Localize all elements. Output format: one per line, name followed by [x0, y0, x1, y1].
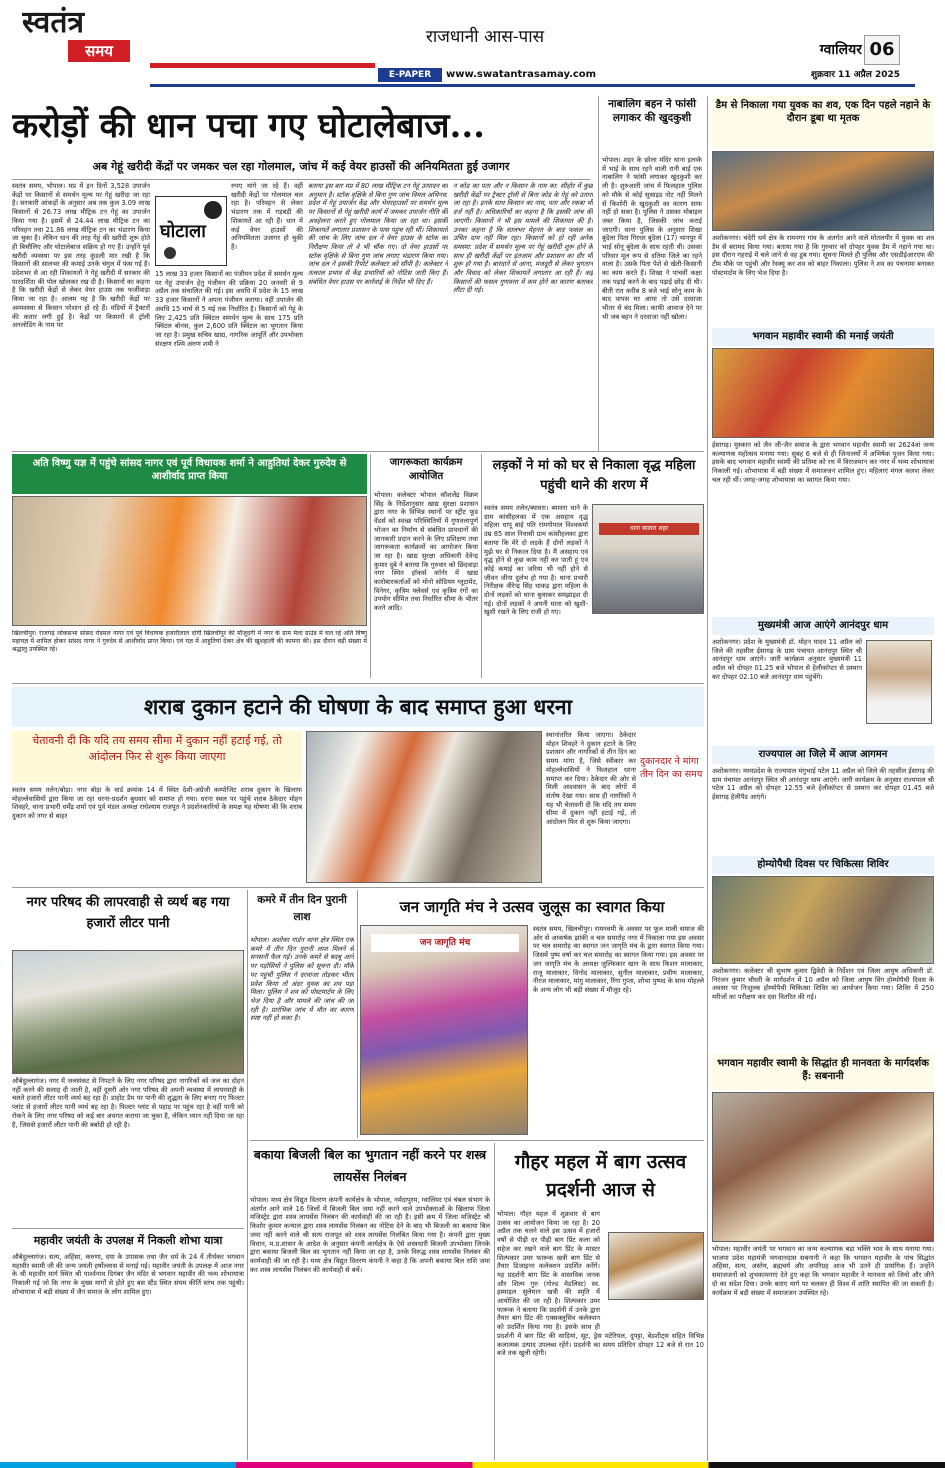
cm-portrait: [866, 640, 932, 724]
liquor-body-2: [546, 731, 704, 883]
logo-bottom: समय: [68, 40, 130, 62]
police-station-photo: [592, 504, 704, 614]
sidebar-story4-header: [712, 746, 934, 764]
mother-body: स्वतंत्र समय तलेन/ब्यावरा। ब्यावरा थाने के ग्राम कांसीहलका में एक असहाय वृद्ध महिला धापू बाई पति रामगोपाल विश्वकर्मा उम्र 85 साल निवासी ग्राम कांसीहलका द्वारा बताया कि मेरे दो लड़के हैं दोनों लड़कों ने मुझे घर से निकाल दिया है। मैं असहाय एवं वृद्ध होने से कुछ काम नहीं कर पाती हूं एवं कोई कमाई का जरिया भी नहीं होने से जीवन जीना दुर्लभ हो गया है। थाना प्रभारी निरीक्षक वीरेन्द्र सिंह धाकड़ द्वारा महिला के दोनों लड़कों को थाना बुलाकर समझाइश दी गई। दोनों लड़कों ने अपनी माता को खुशी-खुशी रखने के लिए राजी हो गए।: [484, 504, 588, 617]
janjagriti-headline: जन जागृति मंच ने उत्सव जुलूस का स्वागत किया: [399, 898, 665, 916]
color-bar: [0, 1462, 945, 1468]
scam-graphic-text: घोटाला: [160, 221, 206, 242]
main-subhead: अब गेहूं खरीदी केंद्रों पर जमकर चल रहा गोलमाल, जांच में कई वेयर हाउसों की अनियमितता हुई उजागर: [92, 160, 510, 173]
main-col-2: [155, 182, 303, 444]
homeopathy-photo: [712, 876, 934, 964]
masthead: [0, 0, 945, 92]
gauhar-photo-spacer: [604, 1230, 704, 1322]
sidebar-story5-header: [712, 856, 934, 874]
liquor-body-2-text: स्थानांतरित किया जाएगा। ठेकेदार मोहन शिवहरे ने दुकान हटाने के लिए प्रशासन और नागरिकों से तीन दिन का समय मांगा है, जिसे स्वीकार कर मोहल्लेवासियों ने फिलहाल धरना समाप्त कर दिया। ठेकेदार की ओर से मिली आश्वासन के बाद लोगों में संतोष देखा गया। साथ ही नागरिकों ने यह भी चेतावनी दी कि यदि तय समय सीमा में दुकान नहीं हटाई गई, तो आंदोलन फिर से शुरू किया जाएगा।: [546, 731, 636, 827]
jayanti-photo: [712, 348, 934, 438]
water-photo: [12, 950, 244, 1074]
mahavir-jayanti-headline: भगवान महावीर स्वामी की मनाई जयंती: [752, 331, 894, 342]
gauhar-body-text: भोपाल। गौहर महल में शुक्रवार से बाग उत्सव का आयोजन किया जा रहा है। 20 अप्रैल तक चलने वाले इस उत्सव में हजारों वर्षों से पीढ़ी दर पीढ़ी बाग प्रिंट कला को सहेज कर रखने वाले बाग प्रिंट के मास्टर शिल्पकार उमर फारूक खत्री बाग प्रिंट से तैयार डिजाइनर कलेक्शन प्रदर्शित करेंगे। यह प्रदर्शनी बाग प्रिंट के वास्तविक जनक और शिल्प गुरु (गोल्ड मेडलिस्ट) स्व. इस्माइल सुलेमान खत्री की स्मृति में आयोजित की जा रही है। शिल्पकार उमर फारूक ने बताया कि प्रदर्शनी में उनके द्वारा तैयार बाग प्रिंट की एक्सक्लूसिव कलेक्शन को प्रदर्शित किया गया है। इसके साथ ही प्रदर्शनी में बाग प्रिंट की साड़ियां, सूट, ड्रेस मटेरियल, दुपट्टा, बेडशीट्स सहित विभिन्न कलात्मक उत्पाद उपलब्ध रहेंगे। प्रदर्शनी का समय प्रतिदिन दोपहर 12 बजे से रात 10 बजे तक खुली रहेगी।: [497, 1210, 704, 1358]
main-col-2a: रुपए मांगे जा रहे हैं। वहीं खरीदी केंद्रों पर गोलमाल चल रहा है। परिवहन से लेकर भंडारण तक में गड़बड़ी की शिकायतें आ रही हैं। धान में कई वेयर हाउसों की अनियमितता उजागर हो चुकी है।: [231, 182, 303, 251]
room-body-text: भोपाल। अशोका गार्डन थाना क्षेत्र स्थित एक कमरे में तीन दिन पुरानी लाश मिलने से सनसनी फैल गई। उनके कमरे से बदबू आने पर पड़ोसियों ने पुलिस को सूचना दी। मौके पर पहुंची पुलिस ने दरवाजा तोड़कर भीतर प्रवेश किया तो अंदर युवक का शव पड़ा मिला। पुलिस ने शव को पोस्टमार्टम के लिए भेज दिया है और मामले की जांच की जा रही है। प्रारंभिक जांच में मौत का कारण स्पष्ट नहीं हो सका है।: [250, 936, 354, 1023]
homeopathy-body: अशोकनगर। कलेक्टर श्री सुभाष कुमार द्विवेदी के निर्देशन एवं जिला आयुष अधिकारी डॉ. निरंजन कुमार चौधरी के मार्गदर्शन में 10 अप्रैल को जिला आयुष विंग होम्योपैथी दिवस के अवसर पर निःशुल्क होम्योपैथी चिकित्सा शिविर का आयोजन किया गया। शिविर में 250 मरीजों का परीक्षण कर दवा वितरित की गई।: [712, 967, 934, 1002]
yagna-caption: खिलचीपुर। राजगढ़ लोकसभा सांसद रोडमल नागर एवं पूर्व विधायक हजारीलाल दांगी खिलचीपुर की मौजूदगी में नगर के ग्राम मेला ग्राउंड में चल रहे अति विष्णु महायज्ञ में शामिल होकर सांसद नागर ने गुरुदेव से आशीर्वाद प्राप्त किया। एवं यज्ञ में आहुतियां देकर क्षेत्र की खुशहाली की कामना की। इस दौरान बड़ी संख्या में श्रद्धालु उपस्थित रहे।: [12, 630, 367, 653]
logo-top: स्वतंत्र: [22, 6, 85, 40]
masthead-rule-left: [150, 63, 375, 68]
liquor-pull-quote: दुकानदार ने मांगा तीन दिन का समय: [640, 756, 703, 780]
governor-visit-headline: राज्यपाल आ जिले में आज आगमन: [758, 749, 888, 760]
room-body-headline: कमरे में तीन दिन पुरानी लाश: [257, 894, 347, 923]
gauhar-headline: गौहर महल में बाग उत्सव प्रदर्शनी आज से: [514, 1151, 687, 1201]
main-headline: करोड़ों की धान पचा गए घोटालेबाज...: [12, 106, 486, 146]
janjagriti-banner: जन जागृति मंच: [371, 934, 519, 952]
sidebar-story3-header: [712, 617, 934, 635]
main-col-4: न कोड का पता और न किसान के नाम का: सीहोर में कुछ खरीदी केंद्रों पर ट्रैक्टर ट्रॉली से बिना कोड के गेहूं को उतारा जा रहा है। इनके साथ किसान का नाम, पता और रकबा भी दर्ज नहीं है। अधिकारियों का कहना है कि इसकी जांच की जाएगी। किसानों ने भी इस मामले की शिकायत की है। उनका कहना है कि सालभर मेहनत के बाद फसल का उचित दाम नहीं मिल रहा। किसानों को हो रही अनेक समस्या: प्रदेश में समर्थन मूल्य पर गेहूं खरीदी शुरू होने के साथ ही खरीदी केंद्रों पर इंतजाम और प्रशासन का दौर भी शुरू हो गया है। बारदाने से आना, मजदूरी से लेकर भुगतान और विवाद को लेकर शिकायतें लगातार आ रही हैं। कई किसानों की फसल गुणवत्ता में कम होने का कारण बताकर लौटा दी गई।: [453, 182, 593, 295]
sabnani-photo: [712, 1092, 934, 1242]
sidebar-story1-header: [712, 96, 934, 148]
awareness-headline: जागरूकता कार्यक्रम आयोजित: [389, 457, 463, 482]
awareness-body: भोपाल। कलेक्टर भोपाल कौशलेंद्र विक्रम सिंह के निर्देशानुसार खाद्य सुरक्षा प्रशासन द्वारा नगर के विभिन्न स्थानों पर स्ट्रीट फूड वेंडर्स को स्वच्छ परिस्थितियों में गुणवत्तापूर्ण भोजन का निर्माण से संबंधित प्रावधानों की जानकारी प्रदान करने के लिए प्रशिक्षण तथा जागरूकता कार्यक्रमों का आयोजन किया जा रहा है। खाद्य सुरक्षा अधिकारी देवेन्द्र कुमार दुबे ने बताया कि गुरुवार को छिंदवाड़ा नगर स्थित हॉकर्स कॉर्नर में खाद्य कारोबारकर्ताओं को मोनो सोडियम ग्लूटामेट, विनेगर, कृत्रिम फ्लेवर्स एवं कृत्रिम रंगों का उपयोग सीमित तथा निर्धारित सीमा के भीतर करने आदि।: [374, 491, 478, 613]
mother-headline: लड़कों ने मां को घर से निकाला वृद्ध महिला पहुंची थाने की शरण में: [492, 458, 696, 493]
minor-suicide-headline: नाबालिग बहन ने फांसी लगाकर की खुदकुशी: [608, 98, 696, 124]
procession-photo: [360, 925, 528, 1135]
liquor-body-1: स्वतंत्र समय तलेन/बोड़ा। नगर बोड़ा के वार्ड क्रमांक 14 में स्थित देशी-अंग्रेजी कम्पोजिट शराब दुकान के खिलाफ मोहल्लेवासियों द्वारा किया जा रहा धरना-प्रदर्शन बुधवार को समाप्त हो गया। धरना स्थल पर पहुंचे शराब ठेकेदार मोहन शिवहरे, थाना प्रभारी धर्मेंद्र शर्मा एवं पूर्व मंडल अध्यक्ष राधेश्याम राजपूत ने प्रदर्शनकारियों के समक्ष यह घोषणा की कि शराब दुकान को नगर से बाहर: [12, 786, 302, 821]
governor-visit-body: अशोकनगर। मध्यप्रदेश के राज्यपाल मंगुभाई पटेल 11 अप्रैल को जिले की तहसील ईसागढ़ की ग्राम पंचायत आनंदपुर स्थित श्री आनंदपुर धाम आएंगे। जारी कार्यक्रम के अनुसार राज्यपाल श्री पटेल 11 अप्रैल को दोपहर 12.55 बजे हेलीकॉप्टर से प्रस्थान कर दोपहर 01.45 बजे ईसागढ़ हेलीपैड आएंगे।: [712, 767, 934, 802]
electricity-body: भोपाल। मध्य क्षेत्र विद्युत वितरण कंपनी कार्यक्षेत्र के भोपाल, नर्मदापुरम, ग्वालियर एवं चंबल संभाग के अंतर्गत आने वाले 16 जिलों में बिजली बिल जमा नहीं करने वाले उपभोक्ताओं के खिलाफ जिला मजिस्ट्रेट द्वारा शस्त्र लायसेंस निलंबन की कार्यवाही की जा रही है। इसी क्रम में जिला मजिस्ट्रेट श्री किशोर कुमार कन्याल द्वारा शस्त्र लायसेंस निलंबन का नोटिस देने के बाद भी बिजली का बकाया बिल जमा नहीं करने वाले श्री सत्य राजपूत को शस्त्र लायसेंस निलंबित किया गया है। कंपनी द्वारा मुख्य विधान, म.प्र.शासन के आदेश के अनुसार कंपनी कार्यक्षेत्र के ऐसे शस्त्रधारी बिजली उपभोक्ता जिनके द्वारा बकाया बिजली बिल का भुगतान नहीं किया जा रहा है, उनके विरुद्ध शस्त्र लायसेंस निलंबन की कार्यवाही की जा रही है। मध्य क्षेत्र विद्युत वितरण कंपनी ने कहा है कि अपनी बकाया बिल राशि जमा कर शस्त्र लायसेंस निलंबन की कार्यवाही से बचें।: [250, 1196, 490, 1274]
sidebar-story2-header: [712, 328, 934, 346]
homeopathy-headline: होम्योपैथी दिवस पर चिकित्सा शिविर: [757, 859, 889, 870]
rally-body: औबेदुल्लागंज। सत्य, अहिंसा, करुणा, दया के उपासक तथा जैन धर्म के 24 वें तीर्थंकर भगवान महावीर स्वामी जी की जन्म जयंती हर्षोल्लास से मनाई गई। महावीर जयंती के उपलक्ष में आज नगर के श्री महावीर मार्ग स्थित श्री पार्श्वनाथ दिगंबर जैन मंदिर से भगवान महावीर की भव्य शोभायात्रा निकाली गई जो कि नगर के मुख्य मार्गों से होते हुए बस स्टैंड स्थित संयम कीर्ति स्तंभ तक पहुंची। शोभायात्रा में बड़ी संख्या में जैन समाज के लोग शामिल हुए।: [12, 1253, 244, 1296]
minor-suicide-body: भोपाल। शहर के छोला मंदिर थाना इलाके में भाई के साथ रहने वाली रानी बाई एक नाबालिग ने फांसी लगाकर खुदकुशी कर ली है। शुरुआती जांच में फिलहाल पुलिस को मौके से कोई सुसाइड नोट नहीं मिलने से किशोरी के खुदकुशी का कारण साफ नहीं हो सका है। पुलिस ने उसका मोबाइल जब्त किया है, जिसकी जांच कराई जाएगी। थाना पुलिस के अनुसार शिखा बुंदेला पिता गिरधर बुंदेला (17) भानपुर में भाई सोनू बुंदेला के साथ रहती थी। उसका परिवार मूल रूप से दतिया जिले का रहने वाला है। उसके पिता पेशे से खेती-किसानी का काम करते हैं। शिखा ने पांचवीं कक्षा तक पढ़ाई करने के बाद पढ़ाई छोड़ दी थी। बीती रात करीब 8 बजे भाई सोनू काम के बाद वापस घर आया तो उसे दरवाजा भीतर से बंद मिला। काफी आवाज देने पर भी जब बहन ने दरवाजा नहीं खोला।: [602, 156, 702, 321]
sabnani-headline: भगवान महावीर स्वामी के सिद्धांत ही मानवता के मार्गदर्शक हैं: सबनानी: [717, 1058, 929, 1082]
cm-visit-body: अशोकनगर। प्रदेश के मुख्यमंत्री डॉ. मोहन यादव 11 अप्रैल को जिले की तहसील ईसागढ़ के ग्राम पंचायत आनंदपुर स्थित श्री आनंदपुर धाम आएंगे। जारी कार्यक्रम अनुसार मुख्यमंत्री 11 अप्रैल को दोपहर 01.25 बजे भोपाल से हेलीकॉप्टर से प्रस्थान कर दोपहर 02.10 बजे आनंदपुर धाम पहुंचेंगे।: [712, 638, 862, 681]
yagna-headline: अति विष्णु यज्ञ में पहुंचे सांसद नागर एवं पूर्व विधायक शर्मा ने आहुतियां देकर गुरुदेव से आशीर्वाद प्राप्त किया: [12, 454, 367, 494]
janjagriti-body: स्वतंत्र समय, खिलचीपुर। रामनवमी के अवसर पर फूल माली समाज की ओर से आकर्षक झांकी व चल समारोह नगर में निकाला गया इस अवसर पर चल समारोह का स्वागत जन जागृति मंच के द्वारा स्वागत किया गया। जिसमें पुष्प वर्षा कर चल समारोह का स्वागत किया गया। इस अवसर पर जन जागृति मंच के अध्यक्ष जुल्फिकार खान के साथ किशन मालाकार, राजू मालाकार, विनोद मालाकार, सुनील मालाकार, प्रवीण मालाकार, नीरज मालाकार, मांगु मालाकार, रिंगा गुप्ता, शोभा पुष्पद के साथ मोहल्ले के अन्य लोग भी बड़ी संख्या में मौजूद रहे।: [533, 925, 704, 994]
mahavir-jayanti-body: ईसागढ़। मुस्कान को जैन जी-जैन समाज के द्वारा भगवान महावीर स्वामी का 2624वां जन्म कल्याणक महोत्सव मनाया गया। सुबह 6 बजे से ही जिनालयों में अभिषेक पूजन किया गया। इसके बाद भगवान महावीर स्वामी की प्रतिमा को रथ में विराजमान कर नगर में भव्य शोभायात्रा निकाली गई। शोभायात्रा में बड़ी संख्या में समाजजन शामिल हुए। महिलाएं मंगल कलश लेकर चल रही थीं। जगह-जगह शोभायात्रा का स्वागत किया गया।: [712, 441, 934, 484]
masthead-rule-bottom: [150, 84, 915, 87]
issue-date: शुक्रवार 11 अप्रैल 2025: [810, 70, 900, 80]
liquor-headline: शराब दुकान हटाने की घोषणा के बाद समाप्त हुआ धरना: [12, 687, 704, 727]
rally-headline: महावीर जयंती के उपलक्ष में निकली शोभा यात्रा: [33, 1234, 223, 1247]
website-link[interactable]: www.swatantrasamay.com: [446, 69, 597, 80]
protest-photo: [306, 731, 542, 883]
main-col-3: बताया इस बार मप्र में 80 लाख मीट्रिक टन गेहूं उत्पादन का अनुमान है। स्टॉक वृक्षिके से बिना गुण जांच विमल अभिनव: प्रदेश में गेहूं उपार्जन केंद्र और भेयरहाउसों पर समर्थन मूल्य पर किसानों से गेहूं खरीदी कार्य में जमकर उपार्जन नीति की अवहेलना करते हुए गोलमाल किया जा रहा था। इसकी शिकायतें लगातार प्रशासन के पास पहुंच रही थीं। शिकायतों की जांच के लिए जांच दल ने वेयर हाउस के स्टॉक का निरीक्षण किया तो वे भी चौंक गए। दो वेयर हाउसों पर स्टॉक वृक्षिके से बिना गुण जांच लगाए भंडारण किया गया। जांच दल ने इसकी रिपोर्ट कलेक्टर को सौंपी है। कलेक्टर ने तत्काल प्रभाव से केंद्र प्रभारियों को नोटिस जारी किए हैं। संबंधित वेयर हाउस पर कार्रवाई के निर्देश भी दिए हैं।: [308, 182, 448, 286]
page-number: 06: [864, 35, 900, 65]
sabnani-body: भोपाल। महावीर जयंती पर भगवान का जन्म कल्याणक बड़ा भक्ति भाव के साथ मनाया गया। भाजपा प्रदेश महामंत्री भगवानदास सबनानी ने कहा कि भगवान महावीर के पांच सिद्धांत अहिंसा, सत्य, अस्तेय, ब्रह्मचर्य और अपरिग्रह आज भी उतने ही प्रासंगिक हैं। उन्होंने समाजजनों को शुभकामनाएं देते हुए कहा कि भगवान महावीर ने मानवता को जियो और जीने दो का संदेश दिया। उनके बताए मार्ग पर चलकर ही विश्व में शांति स्थापित की जा सकती है। कार्यक्रम में बड़ी संख्या में समाजजन उपस्थित रहे।: [712, 1245, 934, 1297]
water-headline: नगर परिषद की लापरवाही से व्यर्थ बह गया हजारों लीटर पानी: [26, 895, 230, 931]
main-col-2b: 15 लाख 33 हजार किसानों का पंजीयन प्रदेश में समर्थन मूल्य पर गेहूं उपार्जन हेतु पंजीयन की प्रक्रिया 20 जनवरी से 9 अप्रैल तक संचालित की गई। इस अवधि में प्रदेश के 15 लाख 33 हजार किसानों ने अपना पंजीयन कराया। वहीं उपार्जन की अवधि 15 मार्च से 5 मई तक निर्धारित है। किसानों को गेहूं के लिए 2,425 प्रति क्विंटल समर्थन मूल्य के साथ 175 प्रति क्विंटल बोनस, कुल 2,600 प्रति क्विंटल का भुगतान किया जा रहा है। प्रमुख सचिव खाद्य, नागरिक आपूर्ति और उपभोक्ता संरक्षण रश्मि अरुण शमी ने: [155, 270, 303, 348]
liquor-quote: चेतावनी दी कि यदि तय समय सीमा में दुकान नहीं हटाई गई, तो आंदोलन फिर से शुरू किया जाएगा: [12, 731, 302, 783]
dam-body-headline: डैम से निकाला गया युवक का शव, एक दिन पहले नहाने के दौरान डूबा था मृतक: [715, 100, 931, 124]
city-name: ग्वालियर: [819, 42, 862, 58]
rescue-photo: [712, 151, 934, 231]
sidebar-story6-header: [712, 1054, 934, 1090]
epaper-badge: E-PAPER: [378, 68, 442, 82]
dam-body-text: अशोकनगर। चंदेरी धर्म क्षेत्र के रामनगर गांव के अंतर्गत आने वाले मोतलपीर में युवक का शव डैम से बरामद किया गया। बताया गया है कि गुरुवार को दोपहर युवक डैम में नहाने गया था। इस दौरान गहराई में चले जाने से वह डूब गया। सूचना मिलते ही पुलिस और एसडीईआरएफ की टीम मौके पर पहुंची और रेस्क्यू कर शव को बाहर निकाला। पुलिस ने शव का पंचनामा बनाकर पोस्टमार्टम के लिए भेज दिया है।: [712, 234, 934, 277]
main-col-1: स्वतंत्र समय, भोपाल। मप्र में इन दिनों 3,528 उपार्जन केंद्रों पर किसानों से समर्थन मूल्य पर गेहूं खरीदा जा रहा है। सरकारी आंकड़ों के अनुसार अब तक कुल 3.09 लाख किसानों से 26.73 लाख मीट्रिक टन गेहूं का उपार्जन किया गया है। इसमें से 24.44 लाख मीट्रिक टन का परिवहन तथा 21.86 लाख मीट्रिक टन का भंडारण किया जा चुका है। लेकिन धान की तरह गेहूं की खरीदी शुरू होते ही बिचौलिए और घोटालेबाज सक्रिय हो गए हैं। उन्होंने पूर्व खरीदी व्यवस्था पर इस तरह कुंडली मार रखी है कि किसानों की सालभर की कमाई उनके चंगुल में फंस गई है। प्रदेशभर से आ रही शिकायतों ने गेहूं खरीदी में सरकार की पारदर्शिता की पोल खोलकर रख दी है। किसानों का कहना है कि खरीदी केंद्रों से लेकर वेयर हाउस तक फर्जीवाड़ा किया जा रहा है। आलम यह है कि खरीदी केंद्रों पर अव्यवस्था से किसान परेशान हो रहे हैं। मंडियों में ट्रैक्टरों की कतार लगी हुई है। केंद्रों पर किसानों से ट्रॉली अनलोडिंग के नाम पर: [12, 182, 150, 330]
yagna-photo: [12, 496, 367, 626]
water-body: औबेदुल्लागंज। नगर में जलसंकट से निपटने के लिए नगर परिषद द्वारा नागरिकों को जल का दोहन नहीं करने की सलाह दी जाती है, वहीं दूसरी ओर नगर परिषद की अपनी व्यवस्था में लापरवाही के चलते हजारों लीटर पानी व्यर्थ बह रहा है। डाहोट डैम पर पानी की शुद्धता के लिए बनाए गए फिल्टर प्लांट से हजारों लीटर पानी व्यर्थ बह रहा है। फिल्टर प्लांट से पहाड़ पर पहुंच रहा है वहीं पानी को रोकने के लिए नगर परिषद को कई बार अवगत कराया जा चुका है, लेकिन ध्यान नहीं दिया जा रहा है, जिससे हजारों लीटर पानी की बर्बादी हो रही है।: [12, 1077, 244, 1129]
electricity-headline: बकाया बिजली बिल का भुगतान नहीं करने पर शस्त्र लायसेंस निलंबन: [253, 1147, 487, 1184]
section-title: राजधानी आस-पास: [425, 27, 545, 47]
station-signboard: थाना ब्यावरा शहर: [599, 523, 699, 535]
gauhar-body: [497, 1210, 704, 1458]
cm-visit-headline: मुख्यमंत्री आज आएंगे आनंदपुर धाम: [757, 620, 889, 631]
